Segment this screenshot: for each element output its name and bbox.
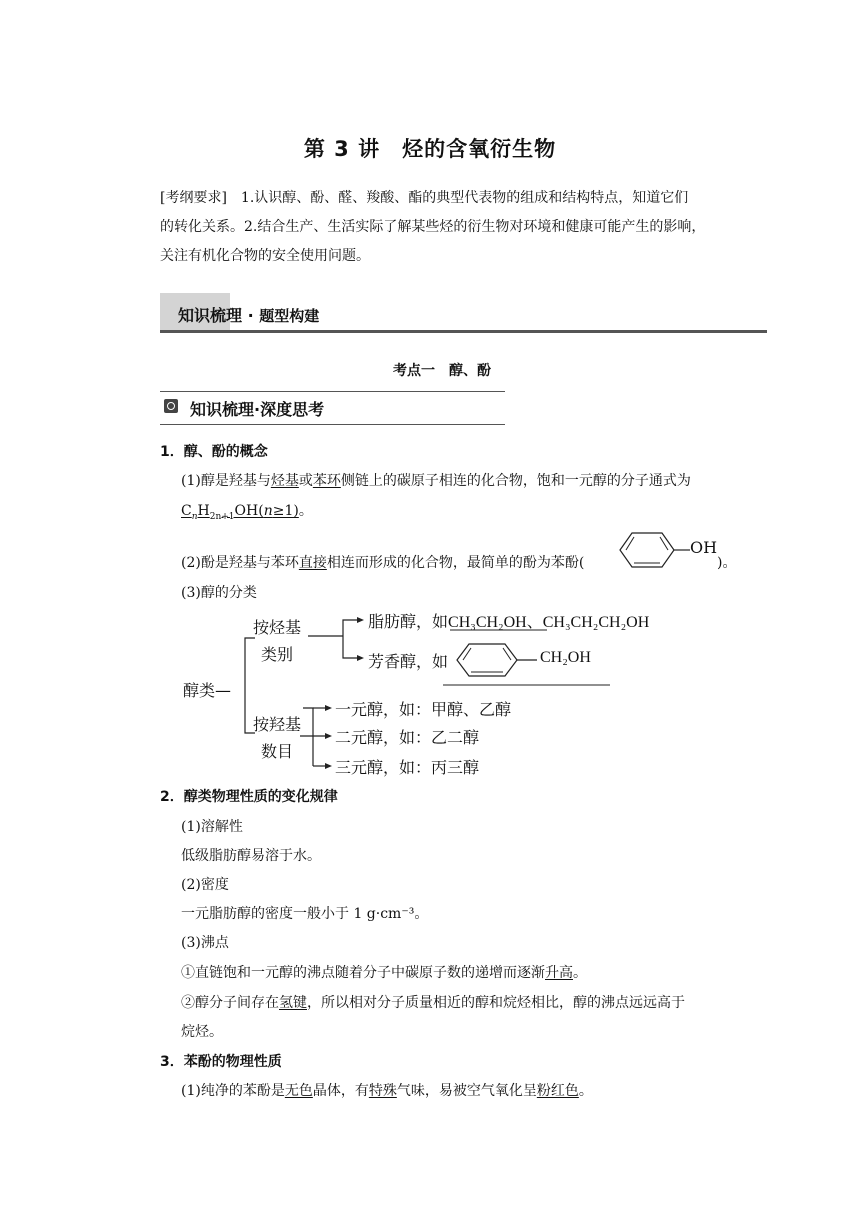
- leaf-sep: 、: [526, 612, 543, 631]
- s1-p1: [181, 470, 691, 490]
- s1-p2-end: )。: [717, 555, 737, 571]
- lecture-number: 第 3 讲: [303, 137, 381, 161]
- answer-special: 特殊: [368, 1083, 397, 1099]
- intro-line-3: 关注有机化合物的安全使用问题。: [160, 248, 370, 264]
- answer-hydrocarbyl: 烃基: [270, 473, 299, 489]
- s1-heading: 1．醇、酚的概念: [160, 444, 268, 460]
- s2-t2b: 一元脂肪醇的密度一般小于 1 g·cm⁻³。: [181, 906, 429, 922]
- s3-p1-d: 。: [578, 1083, 593, 1099]
- topic-heading: [393, 360, 491, 380]
- propanol-formula: CH₃CH₂CH₂OH: [542, 614, 650, 631]
- s2-t1b: 低级脂肪醇易溶于水。: [181, 848, 321, 864]
- branch-2a: 按羟基: [253, 715, 302, 734]
- s1-p1-a: (1)醇是羟基与: [181, 473, 271, 489]
- answer-benzyl-alcohol: CH₂OH: [540, 649, 591, 666]
- general-formula: [181, 500, 313, 522]
- band-rule: [160, 330, 767, 333]
- leaf-monohydric: 一元醇，如：甲醇、乙醇: [335, 700, 512, 719]
- answer-benzene-ring: 苯环: [312, 473, 341, 489]
- answer-ethanol: CH₃CH₂OH: [448, 614, 527, 631]
- s2-t3b-a: ②醇分子间存在: [181, 995, 279, 1011]
- f-n2: n: [263, 503, 273, 519]
- f-ge: ≥1): [272, 503, 299, 519]
- leaf-aliphatic-label: 脂肪醇，如: [368, 612, 449, 631]
- s2-t2: (2)密度: [181, 877, 229, 893]
- answer-increase: 升高: [545, 965, 573, 981]
- topic-name: 醇、酚: [449, 363, 491, 379]
- band-dot: ·: [247, 306, 254, 325]
- chapter-band: [160, 293, 767, 335]
- band-main: 知识梳理: [178, 306, 243, 325]
- answer-colorless: 无色: [284, 1083, 313, 1099]
- leaf-trihydric: 三元醇，如：丙三醇: [335, 758, 480, 777]
- topic-number: 考点一: [393, 363, 435, 379]
- formula-underlined: [181, 503, 299, 522]
- s2-t3b: [181, 992, 685, 1012]
- f-n: n: [191, 511, 198, 522]
- s1-p3: (3)醇的分类: [181, 585, 257, 601]
- s2-t3a-b: 。: [573, 965, 587, 981]
- s1-p1-b: 或: [298, 473, 313, 489]
- page-title: [0, 133, 860, 163]
- lecture-title: 烃的含氧衍生物: [402, 137, 557, 161]
- s3-p1-a: (1)纯净的苯酚是: [181, 1083, 285, 1099]
- intro-line-1: [考纲要求] 1.认识醇、酚、醛、羧酸、酯的典型代表物的组成和结构特点，知道它们: [160, 190, 689, 206]
- clock-icon: [164, 399, 178, 413]
- leaf-aromatic: 芳香醇，如: [368, 652, 449, 671]
- f-h: H: [197, 503, 210, 519]
- answer-pink: 粉红色: [536, 1083, 579, 1099]
- band-title: [178, 303, 319, 326]
- leaf-dihydric: 二元醇，如：乙二醇: [335, 728, 480, 747]
- s3-heading: 3．苯酚的物理性质: [160, 1054, 282, 1070]
- f-oh: OH(: [234, 503, 264, 519]
- s2-t3a-a: ①直链饱和一元醇的沸点随着分子中碳原子数的递增而逐渐: [181, 965, 545, 981]
- s1-p2-b: 相连而形成的化合物，最简单的酚为苯酚(: [326, 555, 585, 571]
- s1-p2-a: (2)酚是羟基与苯环: [181, 555, 299, 571]
- s2-t1: (1)溶解性: [181, 819, 243, 835]
- s2-heading: 2．醇类物理性质的变化规律: [160, 789, 338, 805]
- f-c: C: [181, 503, 192, 519]
- s2-t3a: [181, 962, 587, 982]
- section-bar: [160, 391, 505, 425]
- syllabus-requirements: [160, 184, 772, 271]
- s1-p1-c: 侧链上的碳原子相连的化合物，饱和一元醇的分子通式为: [340, 473, 691, 489]
- leaf-aliphatic: [368, 609, 649, 632]
- answer-directly: 直接: [298, 555, 327, 571]
- alcohol-classification-diagram: [175, 608, 715, 780]
- intro-line-2: 的转化关系。2.结合生产、生活实际了解某些烃的衍生物对环境和健康可能产生的影响，: [160, 219, 706, 235]
- section-title: 知识梳理·深度思考: [190, 400, 325, 419]
- branch-1a: 按烃基: [253, 618, 302, 637]
- answer-hydrogen-bond: 氢键: [279, 995, 307, 1011]
- s2-t3c: 烷烃。: [181, 1024, 223, 1040]
- band-sub: 题型构建: [259, 307, 320, 325]
- s1-p2-left: [181, 552, 584, 572]
- branch-2b: 数目: [261, 742, 294, 761]
- s3-p1: [181, 1080, 593, 1100]
- s2-t3b-b: ，所以相对分子质量相近的醇和烷烃相比，醇的沸点远远高于: [307, 995, 685, 1011]
- diagram-root: 醇类—: [183, 681, 232, 700]
- f-sub: 2n+1: [209, 511, 235, 522]
- phenol-oh: OH: [690, 538, 718, 557]
- s3-p1-c: 气味，易被空气氧化呈: [396, 1083, 537, 1099]
- s3-p1-b: 晶体，有: [312, 1083, 369, 1099]
- f-end: 。: [298, 503, 313, 519]
- s2-t3: (3)沸点: [181, 935, 229, 951]
- branch-1b: 类别: [261, 645, 294, 664]
